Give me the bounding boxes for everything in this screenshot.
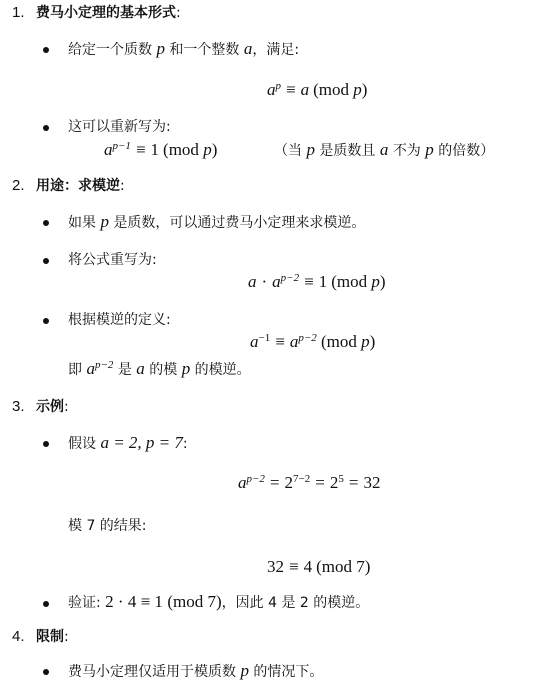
section-number: 4. bbox=[12, 628, 25, 645]
math-var: a bbox=[289, 332, 299, 351]
math-exponent: −1 bbox=[258, 331, 271, 344]
math-number: 7 bbox=[356, 557, 365, 576]
text-segment: : bbox=[182, 436, 188, 452]
section-title: 用途：求模逆 bbox=[36, 178, 120, 194]
math-exponent: p−1 bbox=[112, 139, 131, 152]
section-colon: : bbox=[120, 178, 125, 194]
math-var: a bbox=[136, 359, 145, 378]
section-colon: : bbox=[64, 399, 69, 415]
math-exponent: p−2 bbox=[94, 358, 114, 371]
section-title: 限制 bbox=[36, 629, 64, 645]
list-item bbox=[68, 39, 299, 60]
math-var: p bbox=[100, 212, 109, 231]
inline-equation: $a^{p-1} \equiv 1$ (mod p) bbox=[104, 139, 218, 159]
math-operator: ≡ bbox=[304, 272, 314, 291]
math-var: p bbox=[181, 359, 191, 378]
section-number: 3. bbox=[12, 398, 25, 415]
math-operator: · bbox=[261, 272, 268, 291]
math-var: a bbox=[248, 272, 257, 291]
math-number: 4 bbox=[303, 557, 313, 576]
math-var: p bbox=[306, 140, 315, 159]
text-segment: 如果 bbox=[68, 215, 96, 231]
math-exponent: 7−2 bbox=[293, 472, 311, 485]
list-item: 这可以重新写为: bbox=[68, 119, 171, 135]
display-equation: $a \cdot a^{p-2} \equiv 1$ (mod p) bbox=[248, 271, 386, 291]
math-number: 32 bbox=[267, 557, 284, 576]
bullet-dot bbox=[43, 125, 49, 131]
section-heading bbox=[36, 627, 69, 647]
text-segment: 是 bbox=[117, 362, 132, 378]
section-colon: : bbox=[64, 629, 69, 645]
text-segment: 即 bbox=[68, 362, 82, 378]
section-colon: : bbox=[176, 5, 181, 21]
display-equation: 32 ≡ 4 (mod 7) bbox=[267, 557, 371, 576]
section-heading bbox=[36, 3, 181, 23]
math-var: a bbox=[272, 272, 281, 291]
math-mod: mod bbox=[336, 272, 368, 291]
list-item bbox=[68, 433, 188, 454]
math-exponent: p−2 bbox=[246, 472, 265, 485]
text-segment: 的倍数） bbox=[438, 143, 495, 159]
math-var: p bbox=[361, 332, 370, 351]
math-var: p bbox=[371, 272, 380, 291]
bullet-dot bbox=[43, 601, 49, 607]
section-title: 示例 bbox=[36, 399, 64, 415]
list-item bbox=[68, 661, 323, 682]
math-var: a bbox=[250, 332, 259, 351]
text-segment: 的情况下。 bbox=[253, 664, 324, 680]
math-number: 2 bbox=[329, 473, 339, 492]
math-var: a bbox=[238, 473, 247, 492]
math-exponent: 5 bbox=[338, 472, 344, 485]
section-heading bbox=[36, 397, 69, 417]
note-line: 模 7 的结果: bbox=[68, 518, 147, 534]
condition-note bbox=[274, 140, 494, 161]
math-mod: mod bbox=[326, 332, 357, 351]
math-var: a bbox=[243, 39, 253, 58]
math-var: p bbox=[425, 140, 434, 159]
text-segment: （当 bbox=[274, 143, 302, 159]
math-var: a bbox=[379, 140, 389, 159]
section-title: 费马小定理的基本形式 bbox=[36, 5, 176, 21]
math-var: a bbox=[86, 359, 95, 378]
math-operator: ≡ bbox=[286, 80, 296, 99]
math-expression: 2 · 4 ≡ 1 bbox=[105, 592, 163, 611]
bullet-dot bbox=[43, 258, 49, 264]
bullet-dot bbox=[43, 441, 49, 447]
math-var: p bbox=[156, 39, 165, 58]
display-equation: $a^{p-2} = 2^{7-2} = 2^5 = 32$ bbox=[238, 472, 381, 492]
math-expression: a = 2, p = 7 bbox=[100, 433, 183, 452]
list-item bbox=[68, 212, 365, 233]
section-heading bbox=[36, 176, 125, 196]
text-segment: 和一个整数 bbox=[169, 42, 240, 58]
math-operator: ≡ bbox=[135, 140, 146, 159]
display-equation: $a^{-1} \equiv a^{p-2}$ (mod p) bbox=[250, 331, 376, 351]
list-item: 将公式重写为: bbox=[68, 252, 157, 268]
list-item: 根据模逆的定义: bbox=[68, 312, 171, 328]
math-var: a bbox=[267, 80, 276, 99]
math-number: 1 bbox=[318, 272, 328, 291]
math-operator: ≡ bbox=[289, 557, 299, 576]
math-var: p bbox=[240, 661, 249, 680]
math-var: p bbox=[203, 140, 212, 159]
text-segment: 是质数，可以通过费马小定理来求模逆。 bbox=[113, 215, 366, 231]
display-equation: $a^p \equiv a$ (mod p) bbox=[267, 79, 368, 99]
text-segment: 给定一个质数 bbox=[68, 42, 152, 58]
math-var: a bbox=[300, 80, 310, 99]
math-number: 32 bbox=[363, 473, 381, 492]
text-segment: 验证: bbox=[68, 595, 101, 611]
text-segment: 费马小定理仅适用于模质数 bbox=[68, 664, 236, 680]
section-number: 2. bbox=[12, 177, 25, 194]
math-expression: (mod 7) bbox=[167, 592, 222, 611]
text-segment: 是质数且 bbox=[319, 143, 376, 159]
bullet-dot bbox=[43, 220, 49, 226]
text-segment: 不为 bbox=[392, 143, 421, 159]
math-mod: mod bbox=[168, 140, 199, 159]
math-mod: mod bbox=[321, 557, 352, 576]
section-number: 1. bbox=[12, 4, 25, 21]
text-segment: ，因此 4 是 2 的模逆。 bbox=[221, 595, 370, 611]
math-exponent: p−2 bbox=[280, 271, 300, 284]
text-segment: 的模 bbox=[149, 362, 178, 378]
text-segment: ，满足: bbox=[252, 42, 300, 58]
text-segment: 假设 bbox=[68, 436, 96, 452]
bullet-dot bbox=[43, 318, 49, 324]
math-number: 2 bbox=[284, 473, 294, 492]
math-operator: ≡ bbox=[275, 332, 285, 351]
math-var: p bbox=[353, 80, 362, 99]
math-var: a bbox=[104, 140, 113, 159]
list-item bbox=[68, 592, 369, 613]
math-exponent: p bbox=[275, 79, 281, 92]
math-mod: mod bbox=[318, 80, 349, 99]
bullet-dot bbox=[43, 47, 49, 53]
math-number: 1 bbox=[150, 140, 160, 159]
note-line bbox=[68, 359, 251, 380]
bullet-dot bbox=[43, 669, 49, 675]
math-exponent: p−2 bbox=[298, 331, 317, 344]
text-segment: 的模逆。 bbox=[194, 362, 251, 378]
